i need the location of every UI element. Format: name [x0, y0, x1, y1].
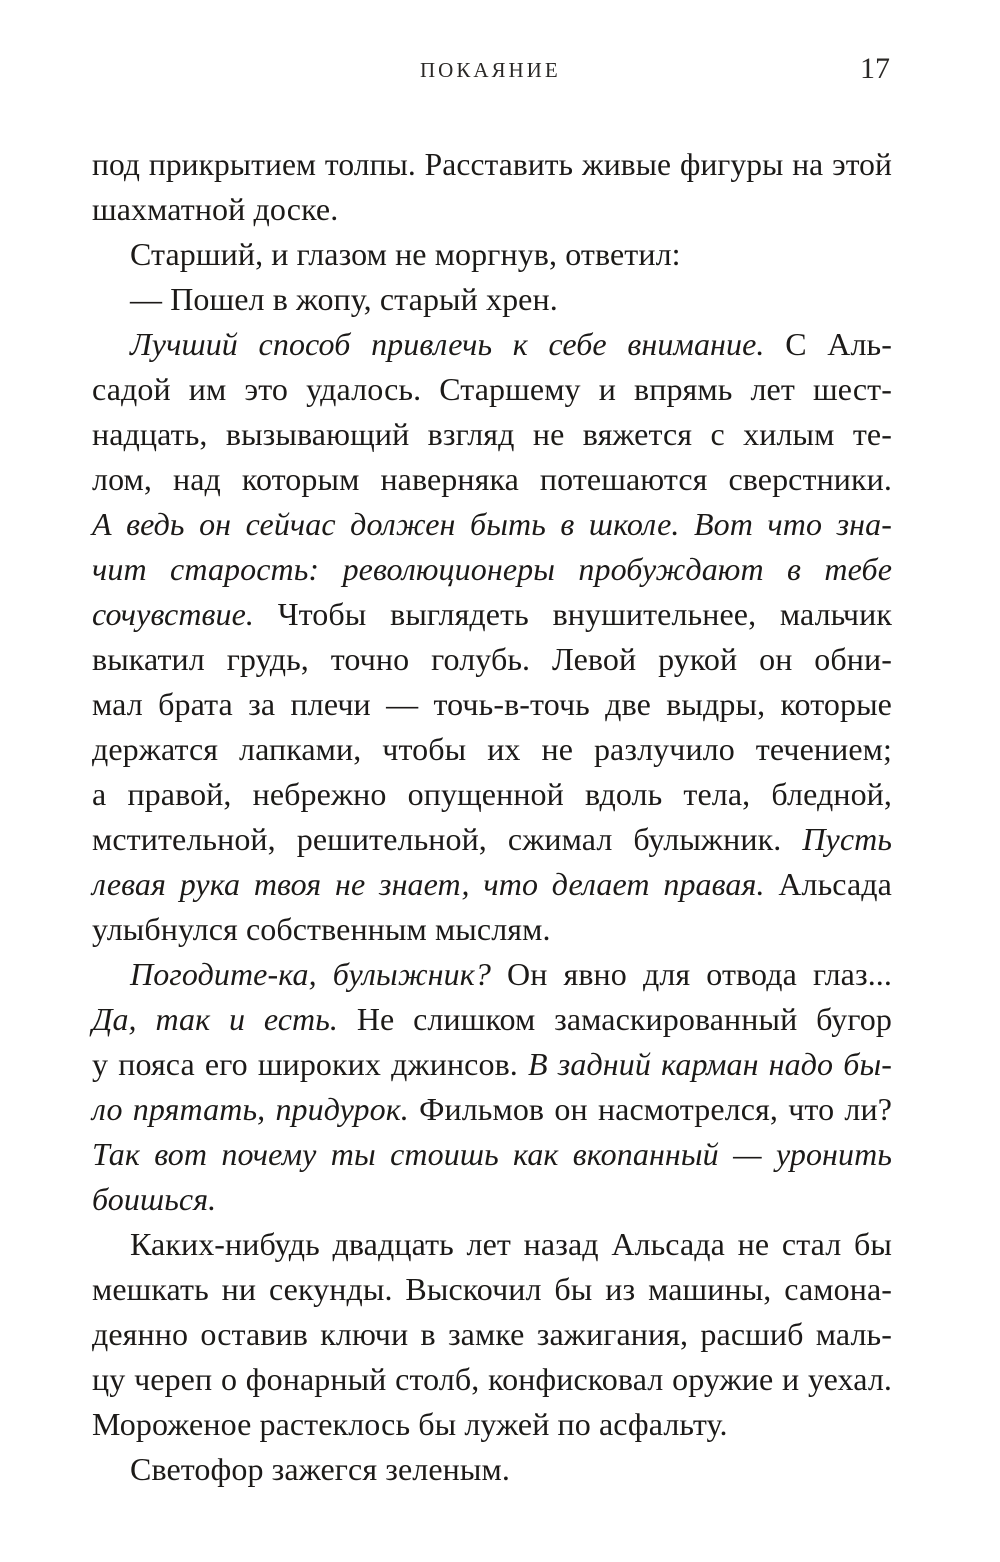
text-line: Погодите-ка, булыжник? Он явно для отвода глаз...	[130, 956, 893, 992]
text-line: лом, над которым наверняка потешаются сверстники.	[92, 461, 892, 497]
page-number: 17	[860, 52, 890, 85]
text-line: мешкать ни секунды. Выскочил бы из машины, самона-	[92, 1271, 892, 1307]
running-title: ПОКАЯНИЕ	[420, 58, 561, 82]
text-line: садой им это удалось. Старшему и впрямь лет шест-	[92, 371, 892, 407]
text-line: Каких-нибудь двадцать лет назад Альсада не стал бы	[130, 1226, 892, 1262]
text-line: — Пошел в жопу, старый хрен.	[130, 281, 558, 317]
text-line: мал брата за плечи — точь-в-точь две выдры, которые	[92, 686, 892, 722]
text-line: Светофор зажегся зеленым.	[130, 1451, 510, 1487]
text-line: под прикрытием толпы. Расставить живые фигуры на этой	[92, 147, 892, 182]
text-line: деянно оставив ключи в замке зажигания, расшиб маль-	[92, 1316, 892, 1352]
text-line: боишься.	[92, 1181, 217, 1217]
text-line: а правой, небрежно опущенной вдоль тела, бледной,	[92, 776, 892, 812]
body-text	[92, 142, 892, 1492]
text-line: ло прятать, придурок. Фильмов он насмотрелся, что ли?	[92, 1091, 893, 1127]
page-header	[0, 52, 1000, 92]
text-line: сочувствие. Чтобы выглядеть внушительнее, мальчик	[92, 596, 892, 632]
text-line: Мороженое растеклось бы лужей по асфальту.	[92, 1406, 728, 1442]
text-line: цу череп о фонарный столб, конфисковал оружие и уехал.	[92, 1361, 892, 1397]
text-line: чит старость: революционеры пробуждают в тебе	[92, 551, 892, 587]
text-line: улыбнулся собственным мыслям.	[92, 911, 551, 947]
text-line: выкатил грудь, точно голубь. Левой рукой он обни-	[92, 641, 892, 677]
text-line: шахматной доске.	[92, 191, 339, 227]
text-line: левая рука твоя не знает, что делает правая. Альсада	[92, 866, 892, 902]
text-line: надцать, вызывающий взгляд не вяжется с хилым те-	[92, 416, 892, 452]
text-line: держатся лапками, чтобы их не разлучило течением;	[92, 731, 892, 767]
text-line: Так вот почему ты стоишь как вкопанный — уронить	[92, 1136, 892, 1172]
text-line: у пояса его широких джинсов. В задний карман надо бы-	[92, 1046, 892, 1082]
text-line: мстительной, решительной, сжимал булыжник. Пусть	[92, 821, 892, 857]
text-line: Лучший способ привлечь к себе внимание. С Аль-	[130, 326, 893, 362]
text-line: Старший, и глазом не моргнув, ответил:	[130, 236, 681, 272]
text-line: Да, так и есть. Не слишком замаскированный бугор	[92, 1001, 893, 1037]
text-line: А ведь он сейчас должен быть в школе. Вот что зна-	[92, 506, 892, 542]
